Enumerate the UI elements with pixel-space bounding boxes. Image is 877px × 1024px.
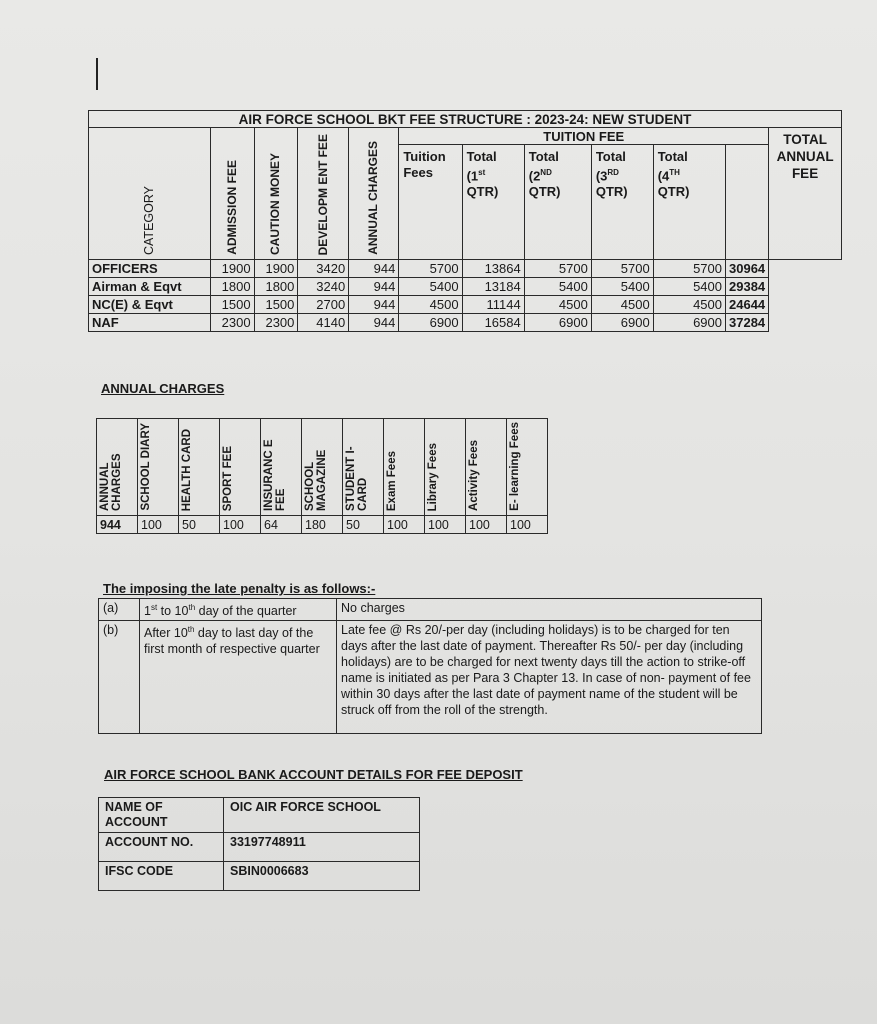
header-development-fee: DEVELOPM ENT FEE: [298, 128, 349, 260]
bank-label-account-no: ACCOUNT NO.: [99, 833, 224, 862]
fee-cell-q2: 5400: [524, 278, 591, 296]
fee-row: [89, 296, 842, 314]
fee-cell-total: 29384: [726, 278, 769, 296]
late-penalty-table: [98, 598, 762, 734]
fee-cell-admission: 1500: [210, 296, 254, 314]
fee-cell-total: 24644: [726, 296, 769, 314]
header-caution-money: CAUTION MONEY: [254, 128, 298, 260]
header-tuition-fee-group: TUITION FEE: [399, 128, 769, 145]
bank-label-account-name: NAME OF ACCOUNT: [99, 798, 224, 833]
annual-charge-value: 100: [220, 516, 261, 534]
fee-cell-admission: 1800: [210, 278, 254, 296]
fee-cell-q4: 5700: [653, 260, 725, 278]
annual-charge-header: SCHOOL DIARY: [138, 419, 179, 516]
annual-charges-table: [96, 418, 548, 534]
fee-row: [89, 260, 842, 278]
bank-label-ifsc: IFSC CODE: [99, 862, 224, 891]
header-q1: Total (1st QTR): [462, 145, 524, 260]
penalty-heading: The imposing the late penalty is as follows:-: [103, 581, 376, 596]
annual-charges-heading: ANNUAL CHARGES: [101, 381, 225, 396]
fee-cell-q1: 11144: [462, 296, 524, 314]
fee-cell-category: NAF: [89, 314, 211, 332]
header-admission-fee: ADMISSION FEE: [210, 128, 254, 260]
fee-cell-total: 30964: [726, 260, 769, 278]
fee-cell-annual: 944: [349, 260, 399, 278]
fee-row: [89, 278, 842, 296]
annual-charge-value: 64: [261, 516, 302, 534]
penalty-row-id: (a): [99, 599, 140, 621]
fee-cell-q3: 6900: [591, 314, 653, 332]
annual-charge-header: Exam Fees: [384, 419, 425, 516]
fee-cell-development: 3240: [298, 278, 349, 296]
fee-cell-tuition: 5400: [399, 278, 462, 296]
header-q3: Total (3RD QTR): [591, 145, 653, 260]
fee-cell-tuition: 5700: [399, 260, 462, 278]
header-category: CATEGORY: [89, 128, 211, 260]
annual-charge-value: 944: [97, 516, 138, 534]
fee-cell-q4: 5400: [653, 278, 725, 296]
fee-cell-caution: 1800: [254, 278, 298, 296]
fee-cell-annual: 944: [349, 296, 399, 314]
fee-cell-admission: 2300: [210, 314, 254, 332]
annual-charge-value: 100: [425, 516, 466, 534]
fee-cell-q3: 5400: [591, 278, 653, 296]
annual-charge-header: E- learning Fees: [507, 419, 548, 516]
fee-cell-annual: 944: [349, 314, 399, 332]
fee-cell-q1: 13184: [462, 278, 524, 296]
fee-cell-q2: 5700: [524, 260, 591, 278]
fee-cell-tuition: 4500: [399, 296, 462, 314]
fee-cell-q4: 4500: [653, 296, 725, 314]
fee-cell-q1: 16584: [462, 314, 524, 332]
annual-charge-value: 50: [343, 516, 384, 534]
fee-cell-caution: 2300: [254, 314, 298, 332]
header-q4: Total (4TH QTR): [653, 145, 725, 260]
annual-charge-value: 100: [507, 516, 548, 534]
fee-cell-caution: 1500: [254, 296, 298, 314]
annual-charge-header: STUDENT I-CARD: [343, 419, 384, 516]
header-tuition-fees: Tuition Fees: [399, 145, 462, 260]
annual-charge-value: 50: [179, 516, 220, 534]
bank-value-account-name: OIC AIR FORCE SCHOOL: [224, 798, 420, 833]
penalty-row-charge: No charges: [337, 599, 762, 621]
fee-cell-development: 4140: [298, 314, 349, 332]
fee-cell-annual: 944: [349, 278, 399, 296]
fee-cell-caution: 1900: [254, 260, 298, 278]
fee-cell-category: OFFICERS: [89, 260, 211, 278]
annual-charge-value: 100: [466, 516, 507, 534]
annual-charge-header: SPORT FEE: [220, 419, 261, 516]
fee-row: [89, 314, 842, 332]
penalty-row-id: (b): [99, 621, 140, 734]
header-total-annual-fee: TOTAL ANNUAL FEE: [769, 128, 842, 260]
header-q2: Total (2ND QTR): [524, 145, 591, 260]
fee-structure-table: [88, 110, 842, 332]
bank-value-account-no: 33197748911: [224, 833, 420, 862]
annual-charge-value: 100: [138, 516, 179, 534]
fee-cell-total: 37284: [726, 314, 769, 332]
fee-cell-tuition: 6900: [399, 314, 462, 332]
pen-mark: [96, 58, 98, 90]
fee-cell-q2: 6900: [524, 314, 591, 332]
bank-value-ifsc: SBIN0006683: [224, 862, 420, 891]
annual-charge-header: INSURANC E FEE: [261, 419, 302, 516]
fee-cell-category: Airman & Eqvt: [89, 278, 211, 296]
bank-details-table: [98, 797, 420, 891]
fee-cell-q3: 4500: [591, 296, 653, 314]
penalty-row-period: 1st to 10th day of the quarter: [140, 599, 337, 621]
fee-cell-category: NC(E) & Eqvt: [89, 296, 211, 314]
annual-charge-header: ANNUAL CHARGES: [97, 419, 138, 516]
annual-charge-header: Activity Fees: [466, 419, 507, 516]
annual-charge-value: 100: [384, 516, 425, 534]
fee-cell-q3: 5700: [591, 260, 653, 278]
fee-cell-development: 2700: [298, 296, 349, 314]
annual-charge-header: HEALTH CARD: [179, 419, 220, 516]
fee-cell-q1: 13864: [462, 260, 524, 278]
fee-cell-development: 3420: [298, 260, 349, 278]
annual-charge-value: 180: [302, 516, 343, 534]
penalty-row-period: After 10th day to last day of the first month of respective quarter: [140, 621, 337, 734]
fee-cell-q2: 4500: [524, 296, 591, 314]
fee-cell-q4: 6900: [653, 314, 725, 332]
fee-table-title: AIR FORCE SCHOOL BKT FEE STRUCTURE : 2023-24: NEW STUDENT: [89, 111, 842, 128]
annual-charge-header: Library Fees: [425, 419, 466, 516]
header-annual-charges: ANNUAL CHARGES: [349, 128, 399, 260]
annual-charge-header: SCHOOL MAGAZINE: [302, 419, 343, 516]
fee-cell-admission: 1900: [210, 260, 254, 278]
bank-details-heading: AIR FORCE SCHOOL BANK ACCOUNT DETAILS FOR FEE DEPOSIT: [104, 767, 523, 782]
penalty-row-charge: Late fee @ Rs 20/-per day (including holidays) is to be charged for ten days after the last date of payment. Thereafter Rs 50/- per day (including holidays) are to be charged for next twenty days till the action to strike-off name is initiated as per Para 3 Chapter 13. In case of non- payment of fee within 30 days after the last date of payment name of the student will be struck off from the roll of the strength.: [337, 621, 762, 734]
